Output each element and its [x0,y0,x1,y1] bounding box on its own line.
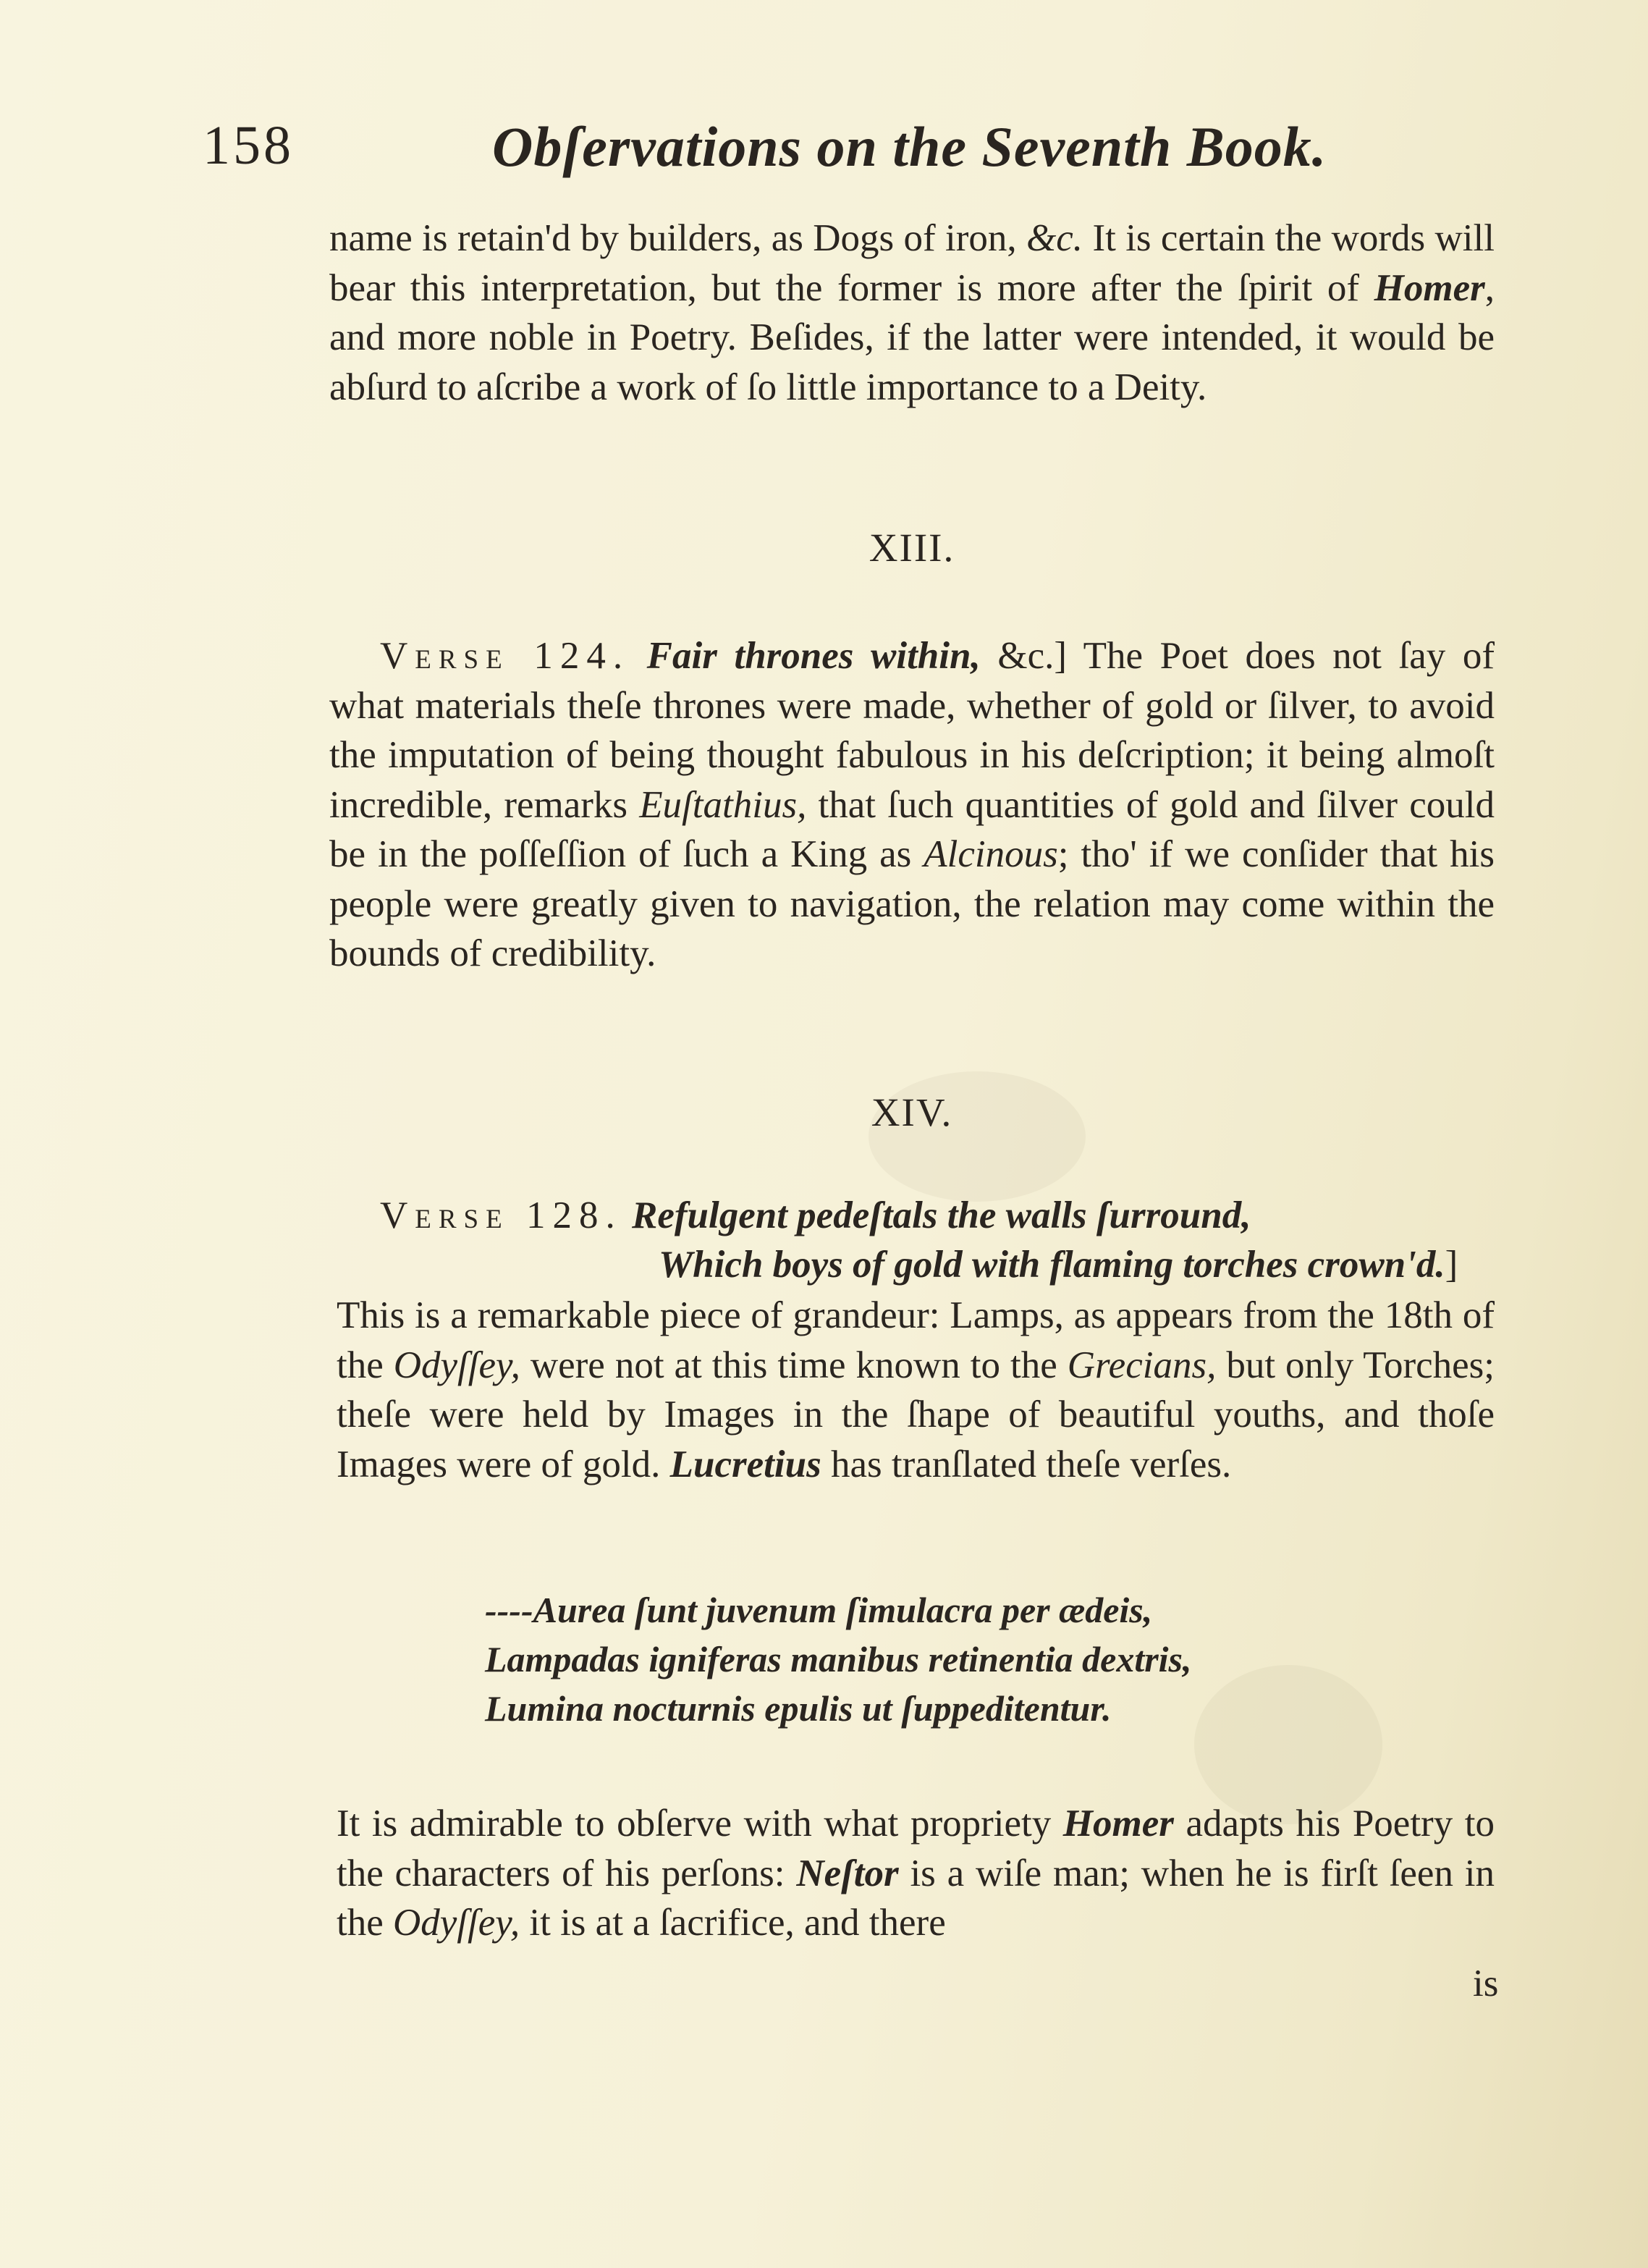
text-span: has tranſlated theſe verſes. [821,1443,1232,1485]
text-span: Lucretius [669,1443,821,1485]
text-span: Odyſſey, [393,1902,520,1944]
section-xiv-paragraph [337,1291,1495,1489]
text-span: Homer [1062,1803,1174,1845]
text-span: It is admirable to obſerve with what propriety [337,1803,1063,1845]
text-span: It is certain the words will bear this interpretation, but the former is more after the ſpirit of [329,217,1495,309]
text-span: Grecians, [1067,1344,1217,1386]
quote-line: ----Aurea ſunt juvenum ſimulacra per ædeis, [485,1590,1153,1630]
section-number-xiv: XIV. [871,1090,953,1134]
text-span: Odyſſey, [393,1344,520,1386]
text-span: but only Torches; theſe were held by Images in the ſhape of beautiful youths, and thoſe Images were of gold. [337,1344,1495,1485]
verse-heading [380,1191,1509,1289]
text-span: The Poet does not ſay of what materials theſe thrones were made, whether of gold or ſilver, to avoid the imputation of being thought fabulous in his deſcription; it being almoſt incredible, remarks [329,635,1495,826]
text-span: Homer [1374,266,1485,309]
text-span: were not at this time known to the [520,1344,1068,1386]
quote-line: Lampadas igniferas manibus retinentia dextris, [485,1639,1192,1679]
verse-line: Which boys of gold with flaming torches crown'd. [659,1244,1445,1286]
verse-bracket: ] [1445,1244,1458,1286]
text-span: adapts his Poetry to the characters of his perſons: [337,1803,1495,1894]
text-span: , and more noble in Poetry. Beſides, if the latter were intended, it would be abſurd to aſcribe a work of ſo little importance to a Deity. [329,266,1495,408]
verse-label: Verse 124. [380,635,630,677]
section-number-xiii: XIII. [869,526,955,570]
text-span: &c.] [980,635,1067,677]
catchword: is [1473,1963,1499,2004]
verse-quote: Fair thrones within, [646,635,981,677]
text-span: it is at a ſacrifice, and there [520,1902,946,1944]
latin-quotation [485,1585,1353,1733]
text-span: Euſtathius, [639,783,807,826]
text-span: Neſtor [796,1852,899,1894]
verse-label: Verse 128. [380,1194,622,1236]
text-span: that ſuch quantities of gold and ſilver could be in the poſſeſſion of ſuch a King as [329,783,1495,875]
page-number: 158 [203,115,294,176]
quote-line: Lumina nocturnis epulis ut ſuppeditentur. [485,1688,1112,1729]
running-title: Obſervations on the Seventh Book. [492,115,1327,178]
section-xiii-paragraph [329,631,1495,979]
final-paragraph [337,1799,1495,1948]
page-header [203,114,1332,194]
text-span: Alcinous [924,833,1058,875]
paragraph-continuation [329,214,1495,412]
text-span: ; tho' if we conſider that his people were greatly given to navigation, the relation may come within the bounds of credibility. [329,833,1495,974]
text-span: &c. [1026,217,1083,259]
verse-line: Refulgent pedeſtals the walls ſurround, [631,1194,1251,1236]
text-span: is a wiſe man; when he is firſt ſeen in the [337,1852,1495,1944]
text-span: name is retain'd by builders, as Dogs of iron, [329,217,1027,259]
text-span: This is a remarkable piece of grandeur: Lamps, as appears from the 18th of the [337,1294,1495,1386]
